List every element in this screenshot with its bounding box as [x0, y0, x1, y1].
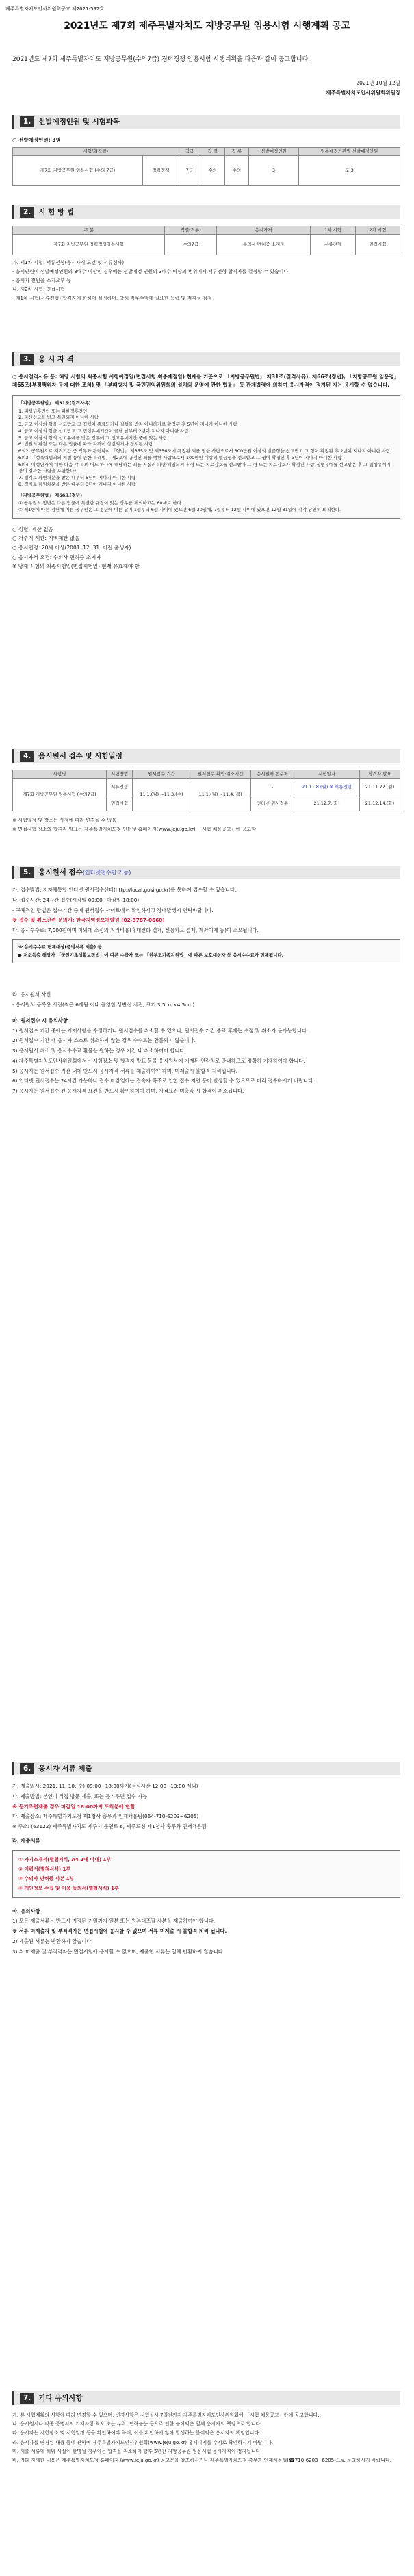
- schedule-th-6: 합격자 발표: [359, 770, 400, 779]
- schedule-td-5: 21.11.8.(월) ※ 서류전형: [294, 779, 360, 796]
- apply-line: 2) 원서접수 기간 내 응시자 스스로 취소하지 않는 경우 수수료는 환불되지 않습니다.: [12, 1037, 196, 1044]
- apply-line: 가. 접수방법: 지자체통합 인터넷 원서접수센터(http://local.gosi.go.kr)를 통하여 접수할 수 있습니다.: [12, 887, 237, 893]
- eligibility-item: ○ 거주지 제한: 지역제한 없음: [12, 535, 80, 542]
- section-2-number: 2.: [20, 207, 34, 218]
- disqualification-item: 8. 징계로 해임처분을 받은 때부터 3년이 지나지 아니한 사람: [18, 481, 136, 487]
- apply-line: 마. 원서접수 시 유의사항: [12, 1017, 68, 1024]
- section-6-header: [12, 1762, 400, 1775]
- schedule-td-1: 서류전형: [106, 779, 132, 796]
- misc-line: 다. 응시자는 시험장소 및 시험일정 등을 확인하여야 하며, 이를 확인하지 않아 발생하는 불이익은 응시자의 책임입니다.: [12, 2430, 261, 2436]
- method-th-3: 1차 시험: [311, 226, 355, 235]
- apply-line: 라. 응시원서 사진: [12, 991, 51, 998]
- schedule-th-5: 시험일자: [294, 770, 360, 779]
- section-7-number: 7.: [20, 2393, 34, 2404]
- schedule-notes: [12, 817, 400, 833]
- section-2-body: [12, 226, 400, 304]
- schedule-td-4: -: [250, 779, 294, 796]
- section-4-number: 4.: [20, 751, 34, 762]
- schedule-note: ※ 면접시험 장소와 합격자 발표는 제주특별자치도청 인터넷 홈페이지(www.jeju.go.kr) 「시험·채용공고」에 공고함: [12, 827, 256, 833]
- section-6-title: 응시자 서류 제출: [38, 1765, 92, 1773]
- notice-number: 제주특별자치도인사위원회공고 제2021-592호: [5, 6, 105, 12]
- disqualification-box: [12, 395, 400, 519]
- section-3-body: [12, 373, 400, 572]
- submit-note: 1) 모든 제출서류는 반드시 지정된 기일까지 원본 또는 원본대조필 사본을 제출하여야 합니다.: [12, 1918, 216, 1925]
- submit-line: ※ 주소: (63122) 제주특별자치도 제주시 문연로 6, 제주도청 제1청사 총무과 인재채용팀: [12, 1823, 207, 1830]
- method-td-3: 서류전형: [311, 235, 355, 255]
- quota-table: [12, 147, 400, 186]
- disqualification-item: 6의3. 「성폭력범죄의 처벌 등에 관한 특례법」 제2조에 규정된 죄를 범한 사람으로서 100만원 이상의 벌금형을 선고받고 그 형이 확정된 후 3년이 지나지 아니한 사람: [18, 454, 342, 460]
- quota-td-0: 제7회 지방공무원 임용시험 (수의 7급): [13, 156, 143, 186]
- method-th-4: 2차 시험: [355, 226, 400, 235]
- apply-line: ※ 접수 및 취소관련 문의처: 한국지역정보개발원 (02-3787-0660): [12, 917, 165, 924]
- apply-line: 1) 원서접수 기간 중에는 기재사항을 수정하거나 원서접수를 취소할 수 있으나, 원서접수 기간 종료 후에는 수정 및 취소가 불가능합니다.: [12, 1027, 309, 1034]
- section-5-title: 응시원서 접수: [38, 868, 83, 876]
- apply-line: 3) 응시원서 취소 및 응시수수료 환불을 원하는 경우 기간 내 취소하여야 합니다.: [12, 1048, 186, 1054]
- issuing-org: 제주특별자치도인사위원회위원장: [326, 90, 400, 96]
- section-3-number: 3.: [20, 354, 34, 365]
- fee-exemption-title: ※ 응시수수료 면제대상(증빙서류 제출) 등: [18, 944, 102, 950]
- method-th-1: 직렬(직류): [165, 226, 217, 235]
- section-3-title: 응 시 자 격: [38, 355, 74, 363]
- doc-item: ③ 수의사 면허증 사본 1부: [18, 1875, 75, 1882]
- eligibility-item: ○ 응시자격 요건: 수의사 면허증 소지자: [12, 554, 101, 560]
- quota-th-0: 시험명(직렬): [13, 147, 179, 155]
- section-7-title: 기타 유의사항: [38, 2394, 83, 2402]
- disqualification-item: 6의2. 공무원으로 재직기간 중 직무와 관련하여 「형법」 제355조 및 제356조에 규정된 죄를 범한 사람으로서 300만원 이상의 벌금형을 선고받고 그 형이 확정된 후 2년이 지나지 아니한 사람: [18, 448, 391, 454]
- misc-line: 라. 응시자를 변경된 내용 등에 관하여 제주특별자치도인사위원회(www.jeju.go.kr) 홈페이지를 수시로 확인하시기 바랍니다.: [12, 2439, 274, 2445]
- apply-line: 나. 접수시간: 24시간 접수(시작일 09:00~마감일 18:00): [12, 896, 140, 903]
- disqualification-item: 7. 징계로 파면처분을 받은 때부터 5년이 지나지 아니한 사람: [18, 475, 136, 480]
- method-note: 가. 제1차 시험: 서류전형(응시자격 요건 및 서류심사): [12, 260, 125, 266]
- schedule-td-6b: 21.12.14.(화): [359, 796, 400, 811]
- section-5-suffix: (인터넷접수만 가능): [82, 870, 131, 876]
- section-6-number: 6.: [20, 1763, 34, 1774]
- disqualification-item: 3. 금고 이상의 형을 선고받고 그 집행이 종료되거나 집행을 받지 아니하기로 확정된 후 5년이 지나지 아니한 사람: [18, 421, 237, 427]
- disqualification-title: 「지방공무원법」 제31조(결격사유): [18, 400, 91, 406]
- misc-line: 나. 응시원서나 각종 증명서의 기재사항 착오 또는 누락, 연락불능 등으로 인한 불이익은 일체 응시자의 책임으로 합니다.: [12, 2421, 262, 2428]
- quota-th-6: 임용예정기관별 선발예정인원: [298, 147, 400, 155]
- quota-th-3: 직 렬: [200, 147, 224, 155]
- method-td-4: 면접시험: [355, 235, 400, 255]
- section-5-number: 5.: [20, 867, 34, 878]
- section-5-body: [12, 886, 400, 1097]
- schedule-note: ※ 시험일정 및 장소는 사정에 따라 변경될 수 있음: [12, 818, 117, 824]
- apply-line: 5) 응시자는 원서접수 기간 내에 반드시 응시자격 서류를 제출하여야 하며, 미제출시 불합격 처리됩니다.: [12, 1067, 237, 1074]
- disqualification-item: 4. 금고 이상의 형을 선고받고 그 집행유예기간이 끝난 날부터 2년이 지나지 아니한 사람: [18, 428, 189, 434]
- method-note: 나. 제2차 시험: 면접시험: [12, 286, 65, 292]
- apply-line: 4) 제주특별자치도인사위원회에서는 시험장소 및 합격자 발표 등을 응시원서에 기재된 연락처로 안내하므로 정확히 기재하여야 합니다.: [12, 1057, 305, 1064]
- schedule-th-4: 응시원서 접수처: [250, 770, 294, 779]
- schedule-td-3: 11.1.(월) ~11.4.(목): [190, 779, 250, 811]
- method-notes: [12, 259, 400, 302]
- docs-title: 라. 제출서류: [12, 1837, 40, 1844]
- section-1-header: [12, 115, 400, 129]
- submit-line: 가. 제출일시: 2021. 11. 10.(수) 09:00~18:00까지(점심시간 12:00~13:00 제외): [12, 1783, 198, 1789]
- schedule-td-0: 제7회 지방공무원 임용시험 (수의7급): [13, 779, 107, 811]
- quota-td-2: 7급: [179, 156, 200, 186]
- method-th-0: 구 분: [13, 226, 165, 235]
- disqualification-item: 2. 파산선고를 받고 복권되지 아니한 사람: [18, 415, 99, 421]
- apply-line: 6) 인터넷 원서접수는 24시간 가능하나 접수 마감일에는 접속자 폭주로 인한 접수 지연 등이 발생할 수 있으므로 미리 접수하시기 바랍니다.: [12, 1078, 315, 1084]
- schedule-th-3: 원서접수 확인·취소기간: [190, 770, 250, 779]
- apply-line: - 구체적인 방법은 접수기간 중에 원서접수 사이트에서 확인하시고 장애발생시 연락바랍니다.: [12, 907, 214, 913]
- section-6-body: [12, 1782, 400, 1957]
- method-note: - 응시자 전원을 소지요부 등: [12, 278, 71, 284]
- method-td-0: 제7회 지방공무원 경력경쟁임용시험: [13, 235, 165, 255]
- intro-text: 2021년도 제7회 제주특별자치도 지방공무원(수의7급) 경력경쟁 임용시험 시행계획을 다음과 같이 공고합니다.: [12, 56, 311, 63]
- eligibility-item: ○ 응시연령: 20세 이상(2001. 12. 31. 이전 출생자): [12, 545, 131, 551]
- quota-td-3: 수의: [200, 156, 224, 186]
- section-2-title: 시 험 방 법: [38, 208, 74, 216]
- method-th-2: 응시자격: [216, 226, 310, 235]
- section-3-header: [12, 352, 400, 366]
- retirement-item: ② 제1항에 따른 정년에 이른 공무원은 그 정년에 이른 날이 1월부터 6월 사이에 있으면 6월 30일에, 7월부터 12월 사이에 있으면 12월 31일에 각각 당연히 퇴직한다.: [18, 507, 341, 512]
- quota-th-5: 선발예정인원: [249, 147, 299, 155]
- docs-box: [12, 1850, 400, 1898]
- schedule-td-2: 11.1.(월) ~11.3.(수): [133, 779, 190, 811]
- submit-note: 2) 제출된 서류는 반환하지 않습니다.: [12, 1938, 93, 1944]
- eligibility-lead: ○ 응시결격사유 등: 해당 시험의 최종시험 시행예정일(면접시험 최종예정일) 현재를 기준으로 「지방공무원법」 제31조(결격사유), 제66조(정년), 「지방공무원 임용령」 제65조(부정행위자 등에 대한 조치) 및 「부패방지 및 국민권익위원회의 설치와 운영에 관한 법률」 등 관계법령에 의하여 응시자격이 정지된 자는 응시할 수 없습니다.: [12, 374, 400, 389]
- submit-note: 3) 위 미제출 및 부적격자는 면접시험에 응시할 수 없으며, 제출한 서류는 일체 반환하지 않습니다.: [12, 1948, 225, 1955]
- section-7-header: [12, 2391, 400, 2405]
- apply-line: 7) 응시자는 원서접수 전 응시자격 요건을 반드시 확인하여야 하며, 자격요건 미충족 시 합격이 취소됩니다.: [12, 1088, 244, 1095]
- apply-line: - 응시원서 등록용 사진(최근 6개월 이내 촬영한 상반신 사진, 크기 3.5cm×4.5cm): [12, 1002, 195, 1009]
- section-2-header: [12, 205, 400, 219]
- schedule-th-2: 원서접수 기간: [133, 770, 190, 779]
- disqualification-item: 1. 피성년후견인 또는 피한정후견인: [18, 408, 88, 414]
- section-4-header: [12, 749, 400, 763]
- misc-line: 바. 기타 자세한 내용은 제주특별자치도청 홈페이지 (www.jeju.go.kr) 공고문을 참조하시거나 제주특별자치도청 총무과 인재채용팀(☎710-6203~6205)으로 문의하시기 바랍니다.: [12, 2457, 391, 2463]
- schedule-th-1: 시험방법: [106, 770, 132, 779]
- fee-exemption-box: [12, 939, 400, 964]
- schedule-td-6: 21.11.22.(월): [359, 779, 400, 796]
- method-note: - 제1차 시험(서류전형) 합격자에 한하여 실시하며, 당해 직무수행에 필요한 능력 및 적격성 검정: [12, 295, 212, 301]
- eligibility-items: [12, 525, 400, 571]
- quota-td-4: 수의: [224, 156, 248, 186]
- method-td-2: 수의사 면허증 소지자: [216, 235, 310, 255]
- disqualification-item: 5. 금고 이상의 형의 선고유예를 받은 경우에 그 선고유예기간 중에 있는 사람: [18, 434, 168, 441]
- schedule-td-4b: 인터넷 원서접수: [250, 796, 294, 811]
- submit-line: 나. 제출방법: 본인이 직접 방문 제출, 또는 등기우편 접수 가능: [12, 1793, 148, 1799]
- submit-line: ※ 등기우편제출 경우 마감일 18:00까지 도착분에 한함: [12, 1803, 135, 1810]
- schedule-th-0: 시험명: [13, 770, 107, 779]
- page-title: 2021년도 제7회 제주특별자치도 지방공무원 임용시험 시행계획 공고: [64, 21, 350, 31]
- retirement-title: 「지방공무원법」 제66조(정년): [18, 492, 83, 498]
- doc-item: ② 이력서(별첨서식) 1부: [18, 1866, 71, 1872]
- misc-line: 마. 제출 서류에 허위 사실이 판명될 경우에는 합격을 취소하며 향후 5년간 지방공무원 임용시험 응시자격이 정지됩니다.: [12, 2448, 262, 2454]
- method-table: [12, 226, 400, 255]
- schedule-td-5b: 21.12.7.(화): [294, 796, 360, 811]
- schedule-table: [12, 770, 400, 811]
- eligibility-item: ○ 성별: 제한 없음: [12, 525, 53, 532]
- section-4-title: 응시원서 접수 및 시험일정: [38, 752, 122, 760]
- quota-td-5: 3: [249, 156, 299, 186]
- method-td-1: 수의7급: [165, 235, 217, 255]
- section-1-title: 선발예정인원 및 시험과목: [38, 118, 120, 126]
- section-1-number: 1.: [20, 116, 34, 127]
- disqualification-item: 6의4. 미성년자에 대한 다음 각 목의 어느 하나에 해당하는 죄를 저질러 파면·해임되거나 형 또는 치료감호를 선고받아 그 형 또는 치료감호가 확정된 사람(집행유예를 선고받은 후 그 집행유예기간이 경과한 사람을 포함한다): [18, 461, 391, 474]
- doc-item: ① 자기소개서(별첨서식, A4 2매 이내) 1부: [18, 1856, 112, 1862]
- submit-note: ※ 서류 미제출자 및 부적격자는 면접시험에 응시할 수 없으며 서류 미제출 시 불합격 처리 됩니다.: [12, 1928, 227, 1935]
- submit-note: 마. 유의사항: [12, 1908, 40, 1914]
- section-1-body: [12, 134, 400, 186]
- section-4-body: [12, 770, 400, 835]
- submit-line: 다. 제출장소: 제주특별자치도청 제1청사 총무과 인재채용팀(064-710-6203~6205): [12, 1813, 199, 1820]
- fee-exemption-text: ▶ 저소득층 해당자 「국민기초생활보장법」에 따른 수급자 또는 「한부모가족지원법」에 따른 보호대상자 등 응시수수료가 면제됩니다.: [18, 952, 284, 958]
- quota-th-4: 직 류: [224, 147, 248, 155]
- doc-item: ④ 개인정보 수집 및 이용 동의서(별첨서식) 1부: [18, 1885, 119, 1891]
- section-5-header: [12, 866, 400, 879]
- notice-date: 2021년 10월 12일: [356, 80, 400, 86]
- section-7-body: [12, 2412, 400, 2466]
- apply-line: 다. 응시수수료: 7,000원이며 이외에 소정의 처리비용(휴대전화 결제, 신용카드 결제, 계좌이체 등)이 소요됩니다.: [12, 927, 259, 934]
- misc-line: 가. 본 시험계획의 사항에 따라 변경할 수 있으며, 변경사항은 시험실시 7일전까지 제주특별자치도인사위원회에 「시험·채용공고」란에 공고합니다.: [12, 2412, 320, 2418]
- quota-subtitle: ○ 선발예정인원: 3명: [12, 137, 61, 143]
- schedule-td-1b: 면접시험: [106, 796, 132, 811]
- quota-td-1: 경력경쟁: [143, 156, 179, 186]
- quota-td-6: 도 3: [298, 156, 400, 186]
- eligibility-item: ※ 당해 시험의 최종시험일(면접시험일) 현재 유효해야 함: [12, 563, 140, 570]
- quota-th-2: 직급: [179, 147, 200, 155]
- method-note: - 응시인원이 선발예정인원의 3배수 이상인 경우에는 선발예정 인원의 3배수 이상의 범위에서 서류전형 합격자를 결정할 수 있습니다.: [12, 269, 290, 275]
- retirement-item: ① 공무원의 정년은 다른 법률에 특별한 규정이 있는 경우를 제외하고는 60세로 한다.: [18, 500, 183, 506]
- disqualification-item: 6. 법원의 판결 또는 다른 법률에 따라 자격이 상실되거나 정지된 사람: [18, 441, 153, 447]
